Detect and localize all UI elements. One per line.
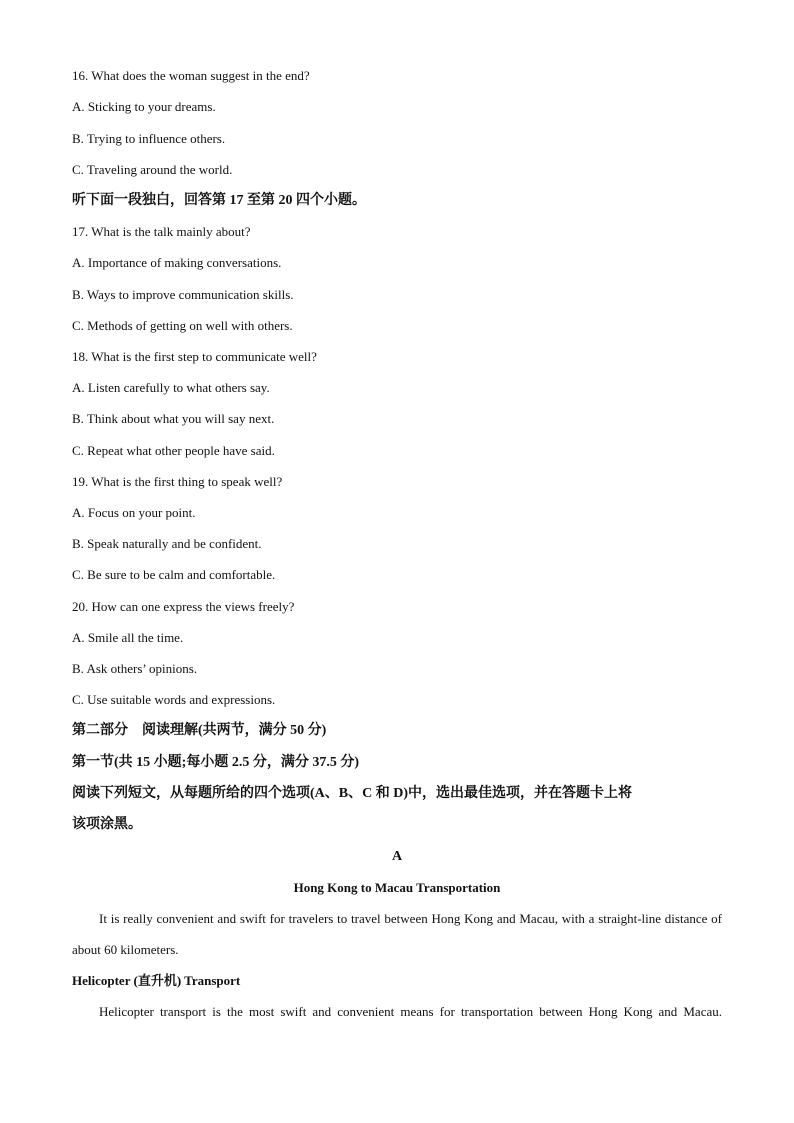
passage-title: Hong Kong to Macau Transportation	[293, 880, 501, 895]
section-one-heading: 第一节(共 15 小题;每小题 2.5 分，满分 37.5 分)	[72, 755, 359, 770]
question-19: 19. What is the first thing to speak well?	[72, 474, 283, 489]
q16-option-a: A. Sticking to your dreams.	[72, 99, 216, 114]
q20-option-b: B. Ask others’ opinions.	[72, 661, 198, 676]
helicopter-subheading: Helicopter (直升机) Transport	[72, 973, 241, 988]
part-two-heading: 第二部分 阅读理解(共两节，满分 50 分)	[72, 723, 327, 738]
question-18: 18. What is the first step to communicate well?	[72, 349, 317, 364]
passage-paragraph-2: Helicopter transport is the most swift and convenient means for transportation between Hong Kong and Macau.	[99, 1004, 722, 1019]
q17-option-b: B. Ways to improve communication skills.	[72, 287, 294, 302]
q18-option-a: A. Listen carefully to what others say.	[72, 380, 270, 395]
q20-option-c: C. Use suitable words and expressions.	[72, 692, 276, 707]
question-17: 17. What is the talk mainly about?	[72, 224, 251, 239]
passage-letter: A	[391, 849, 403, 864]
q20-option-a: A. Smile all the time.	[72, 630, 184, 645]
question-20: 20. How can one express the views freely?	[72, 599, 295, 614]
q19-option-b: B. Speak naturally and be confident.	[72, 536, 262, 551]
q19-option-a: A. Focus on your point.	[72, 505, 196, 520]
q18-option-c: C. Repeat what other people have said.	[72, 443, 275, 458]
reading-instruction-line-2: 该项涂黑。	[72, 817, 142, 832]
q17-option-a: A. Importance of making conversations.	[72, 255, 282, 270]
q19-option-c: C. Be sure to be calm and comfortable.	[72, 567, 276, 582]
reading-instruction-line-1: 阅读下列短文，从每题所给的四个选项(A、B、C 和 D)中，选出最佳选项，并在答题卡上将	[72, 786, 632, 801]
q18-option-b: B. Think about what you will say next.	[72, 411, 275, 426]
q17-option-c: C. Methods of getting on well with others.	[72, 318, 293, 333]
q16-option-b: B. Trying to influence others.	[72, 131, 226, 146]
q16-option-c: C. Traveling around the world.	[72, 162, 233, 177]
question-16: 16. What does the woman suggest in the end?	[72, 68, 310, 83]
listening-instruction: 听下面一段独白，回答第 17 至第 20 四个小题。	[72, 193, 366, 208]
passage-paragraph-1: It is really convenient and swift for travelers to travel between Hong Kong and Macau, with a straight-line distance of about 60 kilometers.	[72, 911, 722, 957]
